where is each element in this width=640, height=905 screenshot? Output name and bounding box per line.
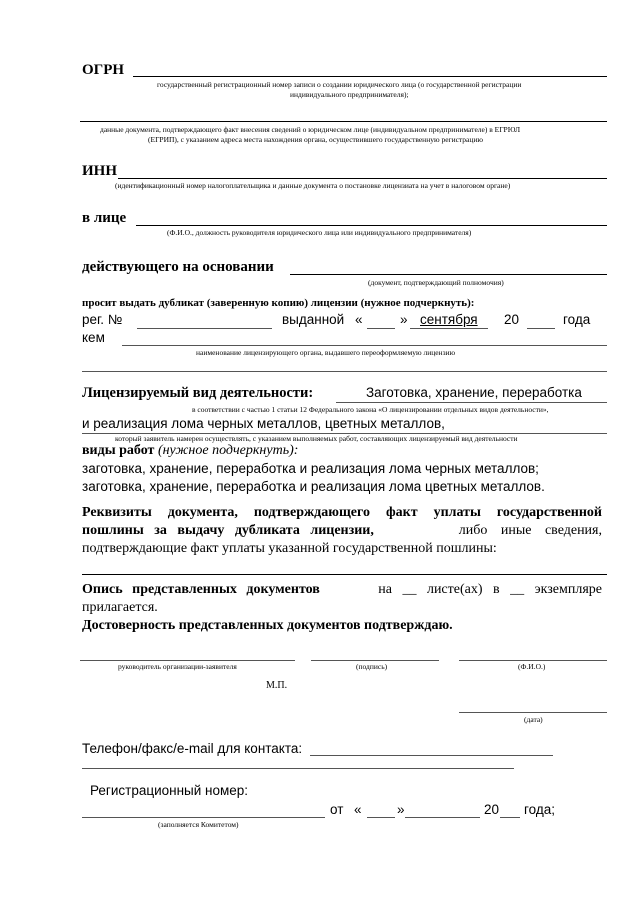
head-signature-field[interactable] [80, 660, 295, 661]
registration-year-suffix: года; [524, 802, 555, 817]
year-prefix: 20 [504, 312, 520, 327]
ogrn-label: ОГРН [82, 62, 125, 78]
registration-quote-open: « [354, 802, 362, 817]
person-field[interactable] [136, 225, 607, 226]
works-hint: (нужное подчеркнуть): [157, 443, 299, 458]
by-whom-label: кем [82, 330, 105, 345]
issued-label: выданной [282, 312, 345, 327]
inn-label: ИНН [82, 163, 118, 179]
activity-value-1: Заготовка, хранение, переработка [366, 385, 582, 400]
payment-field[interactable] [82, 574, 607, 575]
basis-label: действующего на основании [82, 259, 274, 275]
request-heading: просит выдать дубликат (заверенную копию) лицензии (нужное подчеркнуть): [82, 297, 475, 309]
payment-line-2-rest: либо иные сведения, [458, 523, 602, 538]
registration-from: от [330, 802, 344, 817]
head-caption: руководитель организации-заявителя [118, 662, 237, 671]
inn-caption: (идентификационный номер налогоплательщика и данные документа о постановке лицензиата на учет в налоговом органе) [115, 181, 511, 190]
works-heading [82, 443, 298, 459]
date-caption: (дата) [524, 715, 543, 724]
registration-number-field[interactable] [82, 817, 325, 818]
person-label: в лице [82, 210, 127, 226]
stamp-label: М.П. [266, 680, 288, 691]
contact-field[interactable] [310, 755, 553, 756]
ogrn-doc-caption: данные документа, подтверждающего факт внесения сведений о юридическом лице (индивидуальном предпринимателе) в ЕГРЮЛ [100, 125, 521, 134]
day-quote-close: » [400, 312, 408, 327]
registration-label: Регистрационный номер: [90, 783, 249, 798]
payment-line-1: Реквизиты документа, подтверждающего факт уплаты государственной [82, 505, 602, 520]
signature-caption: (подпись) [356, 662, 388, 671]
payment-line-2-bold: пошлины за выдачу дубликата лицензии, [82, 523, 374, 538]
reg-number-label: рег. № [82, 312, 123, 327]
activity-field[interactable] [336, 402, 607, 403]
registration-year-field[interactable] [500, 817, 520, 818]
registration-quote-close: » [397, 802, 405, 817]
activity-value-2: и реализация лома черных металлов, цветных металлов, [82, 416, 445, 431]
inventory-label: Опись представленных документов [82, 582, 320, 597]
inn-field[interactable] [118, 178, 607, 179]
payment-line-3: подтверждающие факт уплаты указанной государственной пошлины: [82, 541, 497, 556]
inventory-line-1 [82, 582, 602, 598]
ogrn-caption: государственный регистрационный номер записи о создании юридического лица (о государственной регистрации [157, 80, 522, 89]
reg-number-field[interactable] [137, 328, 272, 329]
confirm-text: Достоверность представленных документов подтверждаю. [82, 618, 453, 633]
activity-caption-1: в соответствии с частью 1 статьи 12 Федерального закона «О лицензировании отдельных видов деятельности», [192, 405, 549, 414]
inventory-line-2: прилагается. [82, 600, 158, 615]
contact-field-2[interactable] [82, 768, 514, 769]
section-divider [82, 371, 607, 372]
ogrn-doc-caption-2: (ЕГРИП), с указанием адреса места нахождения органа, осуществившего государственную регистрацию [148, 135, 484, 144]
basis-caption: (документ, подтверждающий полномочия) [368, 278, 504, 287]
by-whom-field[interactable] [122, 345, 607, 346]
ogrn-doc-field[interactable] [80, 121, 607, 122]
work-item-2[interactable]: заготовка, хранение, переработка и реализация лома цветных металлов. [82, 479, 545, 494]
works-label: виды работ [82, 443, 155, 458]
activity-label: Лицензируемый вид деятельности: [82, 385, 314, 401]
by-whom-caption: наименование лицензирующего органа, выдавшего переоформляемую лицензию [196, 348, 456, 357]
name-field[interactable] [459, 660, 607, 661]
day-quote-open: « [355, 312, 363, 327]
contact-label: Телефон/факс/e-mail для контакта: [82, 741, 303, 756]
registration-month-field[interactable] [405, 817, 480, 818]
signature-field[interactable] [311, 660, 439, 661]
year-suffix: года [563, 312, 591, 327]
date-field[interactable] [459, 712, 607, 713]
ogrn-field[interactable] [133, 76, 607, 77]
year-field[interactable] [527, 328, 555, 329]
basis-field[interactable] [290, 274, 607, 275]
activity-caption-2: который заявитель намерен осуществлять, с указанием выполняемых работ, составляющих лицензируемый вид деятельности [115, 434, 518, 443]
payment-line-2 [82, 523, 602, 539]
month-value[interactable]: сентября [420, 312, 478, 327]
ogrn-caption-2: индивидуального предпринимателя); [290, 90, 409, 99]
name-caption: (Ф.И.О.) [518, 662, 546, 671]
inventory-rest: на __ листе(ах) в __ экземпляре [378, 582, 602, 597]
person-caption: (Ф.И.О., должность руководителя юридического лица или индивидуального предпринимателя) [167, 228, 472, 237]
registration-day-field[interactable] [367, 817, 395, 818]
month-field [410, 328, 488, 329]
day-field[interactable] [367, 328, 395, 329]
registration-caption: (заполняется Комитетом) [158, 820, 239, 829]
registration-year-prefix: 20 [484, 802, 500, 817]
work-item-1[interactable]: заготовка, хранение, переработка и реализация лома черных металлов; [82, 461, 539, 476]
